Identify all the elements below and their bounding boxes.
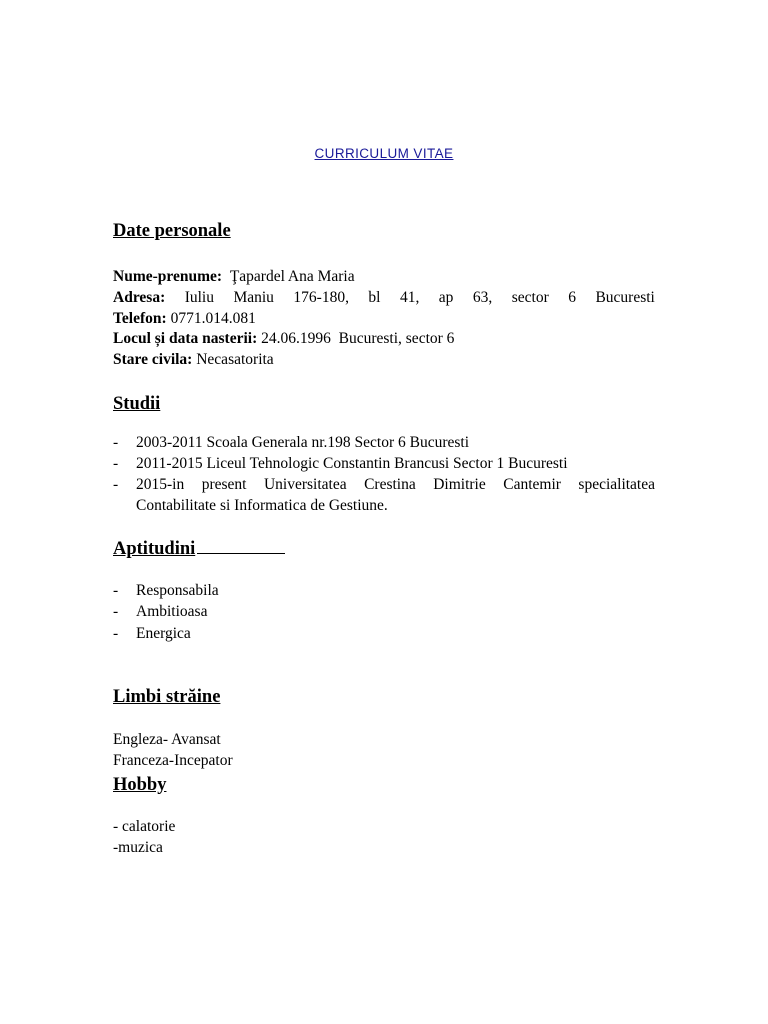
justified-word: Iuliu <box>184 289 214 306</box>
civil-line <box>113 352 655 368</box>
bullet-dash: - <box>113 625 119 642</box>
language-item: Engleza- Avansat <box>113 731 221 748</box>
phone-label: Telefon: <box>113 310 167 327</box>
languages-heading: Limbi străine <box>113 687 221 707</box>
bullet-dash: - <box>113 434 119 451</box>
skills-heading-wrap <box>113 540 285 559</box>
justified-word: Maniu <box>233 289 274 306</box>
studies-heading: Studii <box>113 394 161 414</box>
name-line <box>113 269 655 285</box>
bullet-dash: - <box>113 455 119 472</box>
justified-word: Cantemir <box>503 476 561 493</box>
birth-value: 24.06.1996 Bucuresti, sector 6 <box>261 330 455 347</box>
personal-heading: Date personale <box>113 221 231 241</box>
bullet-dash: - <box>113 582 119 599</box>
bullet-dash: - <box>113 476 119 493</box>
skills-heading: Aptitudini <box>113 539 196 559</box>
name-value: Ţapardel Ana Maria <box>229 268 355 285</box>
phone-line <box>113 311 655 327</box>
language-item: Franceza-Incepator <box>113 752 233 769</box>
hobby-heading: Hobby <box>113 775 167 795</box>
address-line <box>113 290 655 306</box>
justified-word: present <box>201 476 247 493</box>
study-text: 2011-2015 Liceul Tehnologic Constantin Brancusi Sector 1 Bucuresti <box>136 455 568 472</box>
justified-word: Bucuresti <box>595 289 655 306</box>
heading-underline-rule <box>197 541 285 554</box>
justified-word: Crestina <box>364 476 416 493</box>
phone-value: 0771.014.081 <box>170 310 256 327</box>
civil-value: Necasatorita <box>196 351 274 368</box>
justified-word: ap <box>438 289 454 306</box>
justified-word: 176-180, <box>293 289 349 306</box>
birth-line <box>113 331 655 347</box>
justified-word: bl <box>368 289 381 306</box>
study-item-3-line <box>136 477 655 493</box>
study-item-3-continuation: Contabilitate si Informatica de Gestiune. <box>136 497 388 514</box>
justified-word: 2015-in <box>136 476 185 493</box>
bullet-dash: - <box>113 603 119 620</box>
hobby-item: -muzica <box>113 839 163 856</box>
justified-word: Dimitrie <box>433 476 486 493</box>
justified-word: sector <box>511 289 549 306</box>
document-title: CURRICULUM VITAE <box>314 146 454 161</box>
address-label: Adresa: <box>113 289 166 306</box>
civil-label: Stare civila: <box>113 351 193 368</box>
justified-word: 63, <box>472 289 493 306</box>
birth-label: Locul și data nasterii: <box>113 330 258 347</box>
justified-word: 6 <box>568 289 576 306</box>
study-text: 2003-2011 Scoala Generala nr.198 Sector 6 Bucuresti <box>136 434 470 451</box>
justified-word: Universitatea <box>263 476 347 493</box>
justified-word: specialitatea <box>578 476 655 493</box>
justified-word: 41, <box>399 289 420 306</box>
hobby-item: - calatorie <box>113 818 176 835</box>
skill-text: Responsabila <box>136 582 219 599</box>
skill-text: Ambitioasa <box>136 603 208 620</box>
name-label: Nume-prenume: <box>113 268 223 285</box>
skill-text: Energica <box>136 625 191 642</box>
